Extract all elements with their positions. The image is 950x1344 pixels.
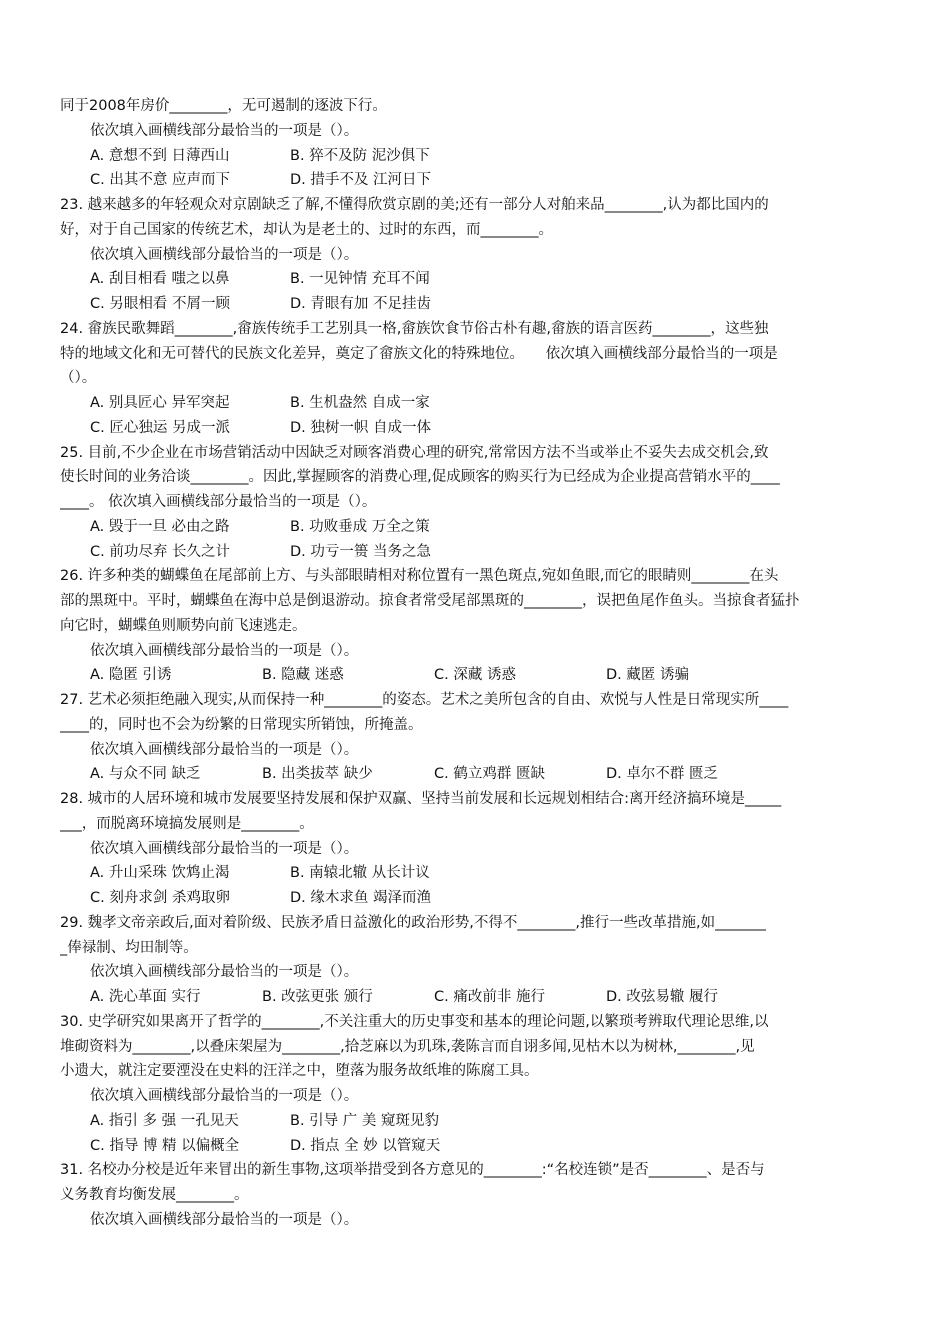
text-line: 向它时，蝴蝶鱼则顺势向前飞速逃走。: [60, 617, 307, 634]
text-line: 28. 城市的人居环境和城市发展要坚持发展和保护双赢、坚持当前发展和长远规划相结合:离开经济搞环境是_____: [60, 791, 782, 807]
answer-options: [60, 1109, 892, 1134]
answer-options: [60, 144, 892, 169]
text-line: 26. 许多种类的蝴蝶鱼在尾部前上方、与头部眼睛相对称位置有一黑色斑点,宛如鱼眼,而它的眼睛则________在头: [60, 568, 779, 585]
answer-options: [60, 540, 892, 565]
answer-option: A. 洗心革面 实行: [90, 989, 201, 1005]
question-prompt: 依次填入画横线部分最恰当的一项是（）。: [90, 246, 359, 263]
answer-option: C. 另眼相看 不屑一顾: [90, 296, 230, 312]
answer-option: A. 意想不到 日薄西山: [90, 147, 230, 164]
answer-option: A. 指引 多 强 一孔见天: [90, 1112, 239, 1129]
question-prompt: 依次填入画横线部分最恰当的一项是（）。: [90, 1088, 359, 1104]
answer-option: D. 卓尔不群 匮乏: [606, 766, 718, 783]
answer-option: A. 别具匠心 异军突起: [90, 395, 230, 411]
answer-option: B. 一见钟情 充耳不闻: [290, 271, 430, 288]
text-line: 23. 越来越多的年轻观众对京剧缺乏了解,不懂得欣赏京剧的美;还有一部分人对舶来品________,认为都比国内的: [60, 197, 769, 213]
text-line: （）。: [60, 370, 97, 387]
answer-option: C. 前功尽弃 长久之计: [90, 543, 230, 560]
text-line: 24. 畲族民歌舞蹈________,畲族传统手工艺别具一格,畲族饮食节俗古朴有趣,畲族的语言医药________，这些独: [60, 320, 769, 337]
answer-option: B. 生机盎然 自成一家: [290, 395, 430, 411]
answer-options: [60, 985, 892, 1010]
text-line: 使长时间的业务洽谈________。因此,掌握顾客的消费心理,促成顾客的购买行为已经成为企业提高营销水平的____: [60, 469, 780, 486]
text-line: 义务教育均衡发展________。: [60, 1187, 249, 1203]
answer-option: B. 出类拔萃 缺少: [262, 766, 373, 783]
answer-option: A. 与众不同 缺乏: [90, 766, 201, 783]
text-line: _俸禄制、均田制等。: [60, 939, 198, 956]
answer-options: [60, 515, 892, 540]
answer-option: B. 隐藏 迷惑: [262, 667, 344, 684]
answer-option: A. 隐匿 引诱: [90, 667, 172, 684]
text-line: 特的地域文化和无可替代的民族文化差异，奠定了畲族文化的特殊地位。 依次填入画横线部分最恰当的一项是: [60, 345, 778, 362]
text-line: ____。 依次填入画横线部分最恰当的一项是（）。: [60, 494, 377, 510]
text-line: 部的黑斑中。平时，蝴蝶鱼在海中总是倒退游动。掠食者常受尾部黑斑的________，误把鱼尾作鱼头。当掠食者猛扑: [60, 593, 800, 609]
answer-option: C. 鹤立鸡群 匮缺: [434, 766, 545, 783]
text-line: 小遗大，就注定要湮没在史料的汪洋之中，堕落为服务故纸堆的陈腐工具。: [60, 1063, 539, 1080]
answer-options: [60, 416, 892, 441]
answer-option: D. 青眼有加 不足挂齿: [290, 296, 431, 312]
answer-options: [60, 168, 892, 193]
answer-option: B. 改弦更张 颁行: [262, 989, 373, 1005]
answer-option: A. 毁于一旦 必由之路: [90, 518, 230, 535]
text-line: 堆砌资料为________,以叠床架屋为________,拾芝麻以为玑珠,袭陈言而自诩多闻,见枯木以为树林,________,见: [60, 1038, 755, 1055]
answer-options: [60, 762, 892, 787]
answer-options: [60, 1134, 892, 1159]
answer-option: D. 功亏一篑 当务之急: [290, 543, 431, 560]
answer-options: [60, 663, 892, 688]
answer-option: C. 刻舟求剑 杀鸡取卵: [90, 890, 230, 906]
question-prompt: 依次填入画横线部分最恰当的一项是（）。: [90, 964, 359, 981]
answer-option: D. 指点 全 妙 以管窥天: [290, 1137, 441, 1154]
question-prompt: 依次填入画横线部分最恰当的一项是（）。: [90, 840, 359, 857]
text-line: 29. 魏孝文帝亲政后,面对着阶级、民族矛盾日益激化的政治形势,不得不________,推行一些改革措施,如_______: [60, 914, 766, 931]
answer-option: B. 南辕北辙 从长计议: [290, 865, 430, 882]
answer-option: C. 匠心独运 另成一派: [90, 419, 230, 436]
text-line: 同于2008年房价________，无可遏制的逐波下行。: [60, 98, 387, 114]
document-page: [60, 94, 892, 1233]
question-prompt: 依次填入画横线部分最恰当的一项是（）。: [90, 1211, 359, 1228]
answer-options: [60, 391, 892, 416]
answer-option: D. 藏匿 诱骗: [606, 667, 689, 684]
text-line: 30. 史学研究如果离开了哲学的________,不关注重大的历史事变和基本的理论问题,以繁琐考辨取代理论思维,以: [60, 1013, 769, 1030]
answer-option: C. 痛改前非 施行: [434, 989, 545, 1005]
answer-options: [60, 861, 892, 886]
answer-options: [60, 886, 892, 911]
answer-option: D. 措手不及 江河日下: [290, 172, 431, 189]
answer-option: D. 缘木求鱼 竭泽而渔: [290, 890, 431, 906]
answer-options: [60, 292, 892, 317]
answer-options: [60, 267, 892, 292]
text-line: ___，而脱离环境搞发展则是________。: [60, 815, 314, 832]
answer-option: C. 指导 博 精 以偏概全: [90, 1137, 240, 1154]
text-line: 25. 目前,不少企业在市场营销活动中因缺乏对顾客消费心理的研究,常常因方法不当或举止不妥失去成交机会,致: [60, 444, 769, 461]
text-line: ____的，同时也不会为纷繁的日常现实所销蚀，所掩盖。: [60, 716, 423, 733]
question-prompt: 依次填入画横线部分最恰当的一项是（）。: [90, 741, 359, 758]
answer-option: A. 刮目相看 嗤之以鼻: [90, 271, 230, 288]
question-prompt: 依次填入画横线部分最恰当的一项是（）。: [90, 122, 359, 139]
answer-option: D. 改弦易辙 履行: [606, 989, 718, 1005]
question-prompt: 依次填入画横线部分最恰当的一项是（）。: [90, 642, 359, 659]
text-line: 31. 名校办分校是近年来冒出的新生事物,这项举措受到各方意见的________:“名校连锁”是否________、是否与: [60, 1162, 765, 1179]
answer-option: C. 出其不意 应声而下: [90, 172, 230, 189]
text-line: 好，对于自己国家的传统艺术，却认为是老土的、过时的东西，而________。: [60, 221, 553, 238]
answer-option: B. 猝不及防 泥沙俱下: [290, 147, 430, 164]
answer-option: D. 独树一帜 自成一体: [290, 419, 431, 436]
answer-option: C. 深藏 诱惑: [434, 667, 516, 684]
text-line: 27. 艺术必须拒绝融入现实,从而保持一种________的姿态。艺术之美所包含的自由、欢悦与人性是日常现实所____: [60, 692, 789, 708]
answer-option: B. 功败垂成 万全之策: [290, 518, 430, 535]
answer-option: B. 引导 广 美 窥斑见豹: [290, 1112, 439, 1129]
answer-option: A. 升山采珠 饮鸩止渴: [90, 865, 230, 882]
